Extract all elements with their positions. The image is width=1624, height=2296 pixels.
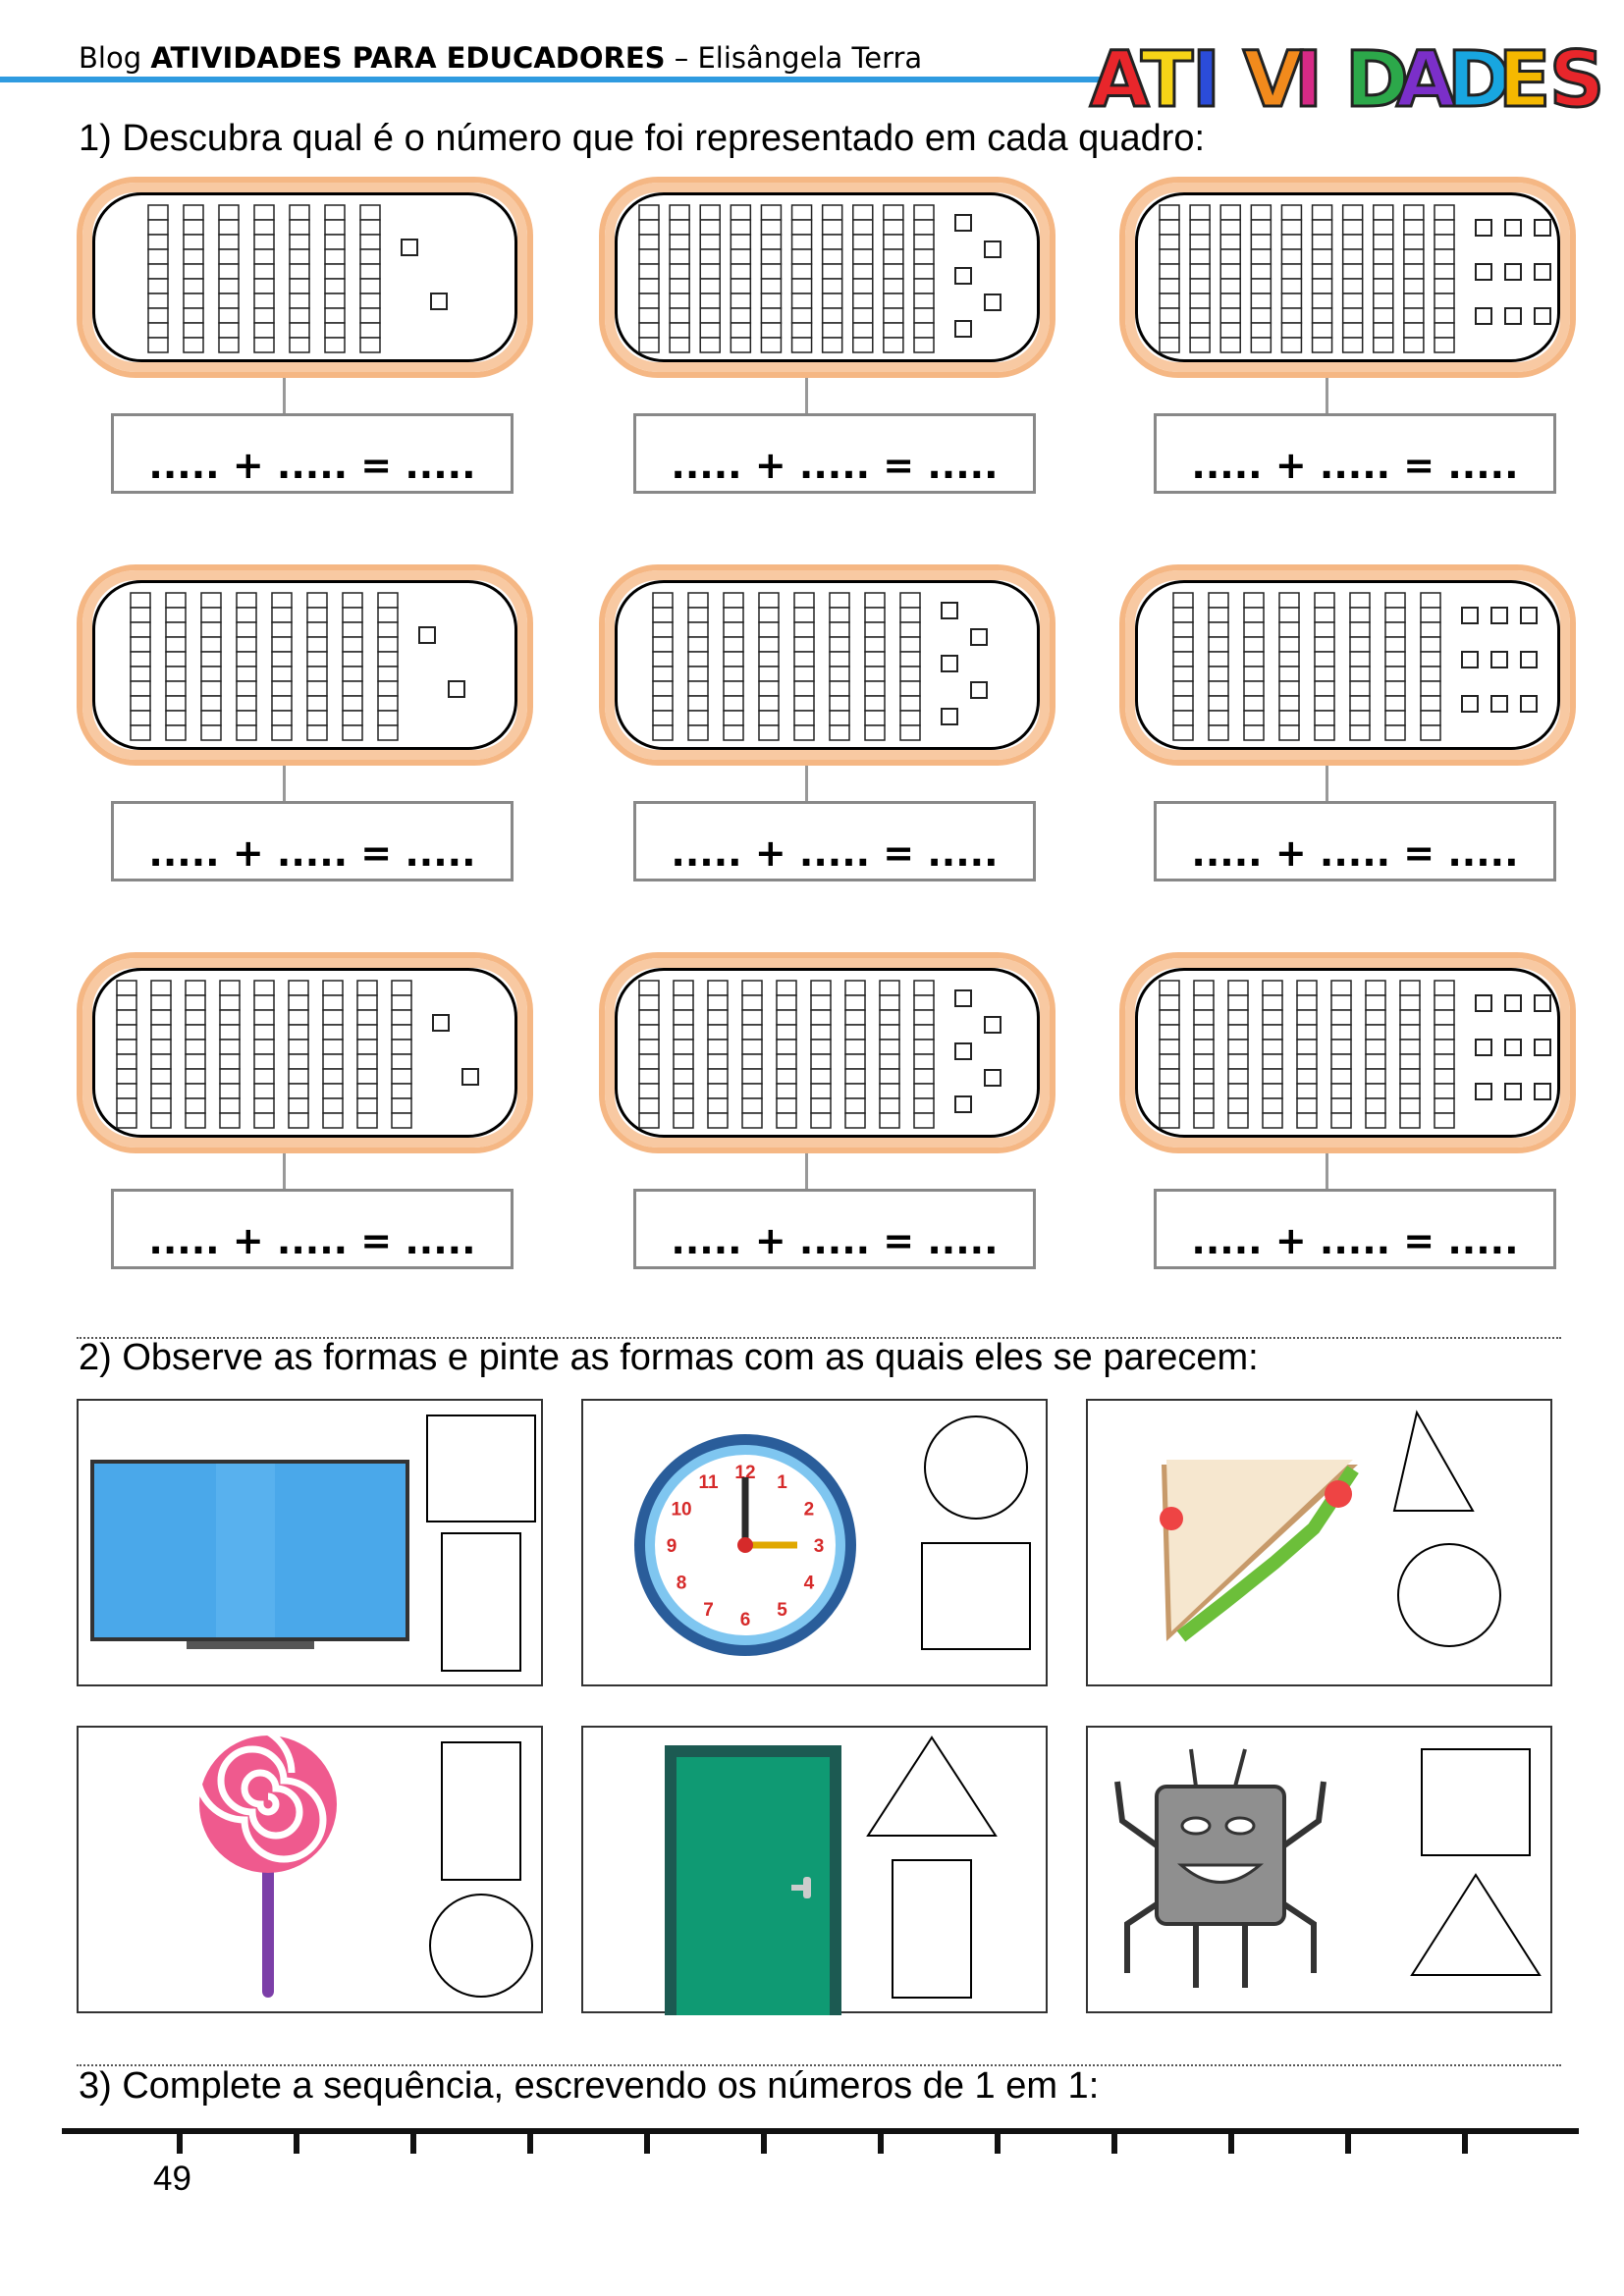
ten-rod xyxy=(357,981,377,1128)
shape-item-sandwich xyxy=(1086,1399,1552,1686)
ten-rod xyxy=(1331,981,1351,1128)
number-line-tick xyxy=(177,2128,183,2154)
robot-icon xyxy=(1088,1728,1554,2015)
ten-rod xyxy=(1194,981,1214,1128)
base-ten-panel xyxy=(1119,177,1576,378)
unit-cube xyxy=(1462,652,1478,667)
unit-cube xyxy=(955,268,971,284)
door-icon xyxy=(583,1728,1050,2015)
square-shape xyxy=(1422,1749,1530,1855)
ten-rod xyxy=(914,205,934,352)
ten-rod xyxy=(151,981,171,1128)
blog-prefix: Blog xyxy=(79,41,142,75)
base-ten-panel xyxy=(599,952,1056,1153)
shape-item-door xyxy=(581,1726,1048,2013)
ten-rod xyxy=(323,981,343,1128)
ten-rod xyxy=(853,205,873,352)
unit-cube xyxy=(955,990,971,1006)
shape-item-robot xyxy=(1086,1726,1552,2013)
ten-rod xyxy=(220,981,240,1128)
ten-rod xyxy=(219,205,239,352)
ten-rod xyxy=(1173,593,1193,740)
base-ten-blocks xyxy=(620,578,1032,750)
equation-answer-box[interactable]: ..... + ..... = ..... xyxy=(633,1189,1036,1269)
base-ten-blocks xyxy=(97,190,510,362)
unit-cube xyxy=(942,603,957,618)
question-3-title: 3) Complete a sequência, escrevendo os números de 1 em 1: xyxy=(79,2065,1100,2107)
unit-cube xyxy=(1535,1084,1550,1099)
ten-rod xyxy=(670,205,689,352)
unit-cube xyxy=(1476,1040,1491,1055)
unit-cube xyxy=(1535,220,1550,236)
ten-rod xyxy=(392,981,411,1128)
ten-rod xyxy=(148,205,168,352)
ten-rod xyxy=(186,981,205,1128)
ten-rod xyxy=(201,593,221,740)
ten-rod xyxy=(1313,205,1332,352)
logo-letter: S xyxy=(1549,36,1605,125)
clock-number: 5 xyxy=(777,1599,787,1621)
unit-cube xyxy=(1521,652,1537,667)
rectangle-shape xyxy=(442,1742,520,1880)
ten-rod xyxy=(700,205,720,352)
ten-rod xyxy=(742,981,762,1128)
triangle-shape xyxy=(868,1737,996,1836)
ten-rod xyxy=(1279,593,1299,740)
clock-number: 4 xyxy=(803,1573,815,1594)
unit-cube xyxy=(942,656,957,671)
ten-rod xyxy=(1366,981,1385,1128)
unit-cube xyxy=(1476,308,1491,324)
clock-number: 1 xyxy=(777,1472,787,1494)
base-ten-panel xyxy=(599,564,1056,766)
square-shape xyxy=(427,1415,535,1522)
square-shape xyxy=(922,1543,1030,1649)
unit-cube xyxy=(1476,264,1491,280)
ten-rod xyxy=(1160,981,1179,1128)
logo-letter: A xyxy=(1396,36,1456,125)
tv-icon xyxy=(79,1401,545,1688)
ten-rod xyxy=(1385,593,1405,740)
base-ten-blocks xyxy=(1140,966,1552,1138)
connector-line xyxy=(283,378,286,413)
unit-cube xyxy=(431,294,447,309)
logo-letter: V xyxy=(1243,36,1303,125)
header-blog-line xyxy=(79,41,922,75)
shape-item-clock xyxy=(581,1399,1048,1686)
connector-line xyxy=(1326,378,1328,413)
unit-cube xyxy=(955,1043,971,1059)
unit-cube xyxy=(1476,995,1491,1011)
blog-name: ATIVIDADES PARA EDUCADORES xyxy=(150,41,666,75)
unit-cube xyxy=(402,240,417,255)
clock-number: 7 xyxy=(703,1599,714,1621)
ten-rod xyxy=(184,205,203,352)
rectangle-shape xyxy=(442,1533,520,1671)
circle-shape xyxy=(1398,1544,1500,1646)
clock-number: 9 xyxy=(666,1536,677,1557)
unit-cube xyxy=(985,1017,1001,1033)
ten-rod xyxy=(811,981,831,1128)
logo-letter: D xyxy=(1345,36,1409,125)
ten-rod xyxy=(639,981,659,1128)
base-ten-panel xyxy=(599,177,1056,378)
triangle-shape xyxy=(1412,1875,1540,1975)
logo-letter: I xyxy=(1294,36,1324,125)
ten-rod xyxy=(1404,205,1424,352)
ten-rod xyxy=(272,593,292,740)
logo-letter: A xyxy=(1090,36,1150,125)
ten-rod xyxy=(1315,593,1334,740)
ten-rod xyxy=(1263,981,1282,1128)
number-line-tick xyxy=(761,2128,767,2154)
sandwich-icon xyxy=(1088,1401,1554,1688)
circle-shape xyxy=(925,1416,1027,1519)
ten-rod xyxy=(166,593,186,740)
unit-cube xyxy=(1491,696,1507,712)
base-ten-panel xyxy=(1119,564,1576,766)
unit-cube xyxy=(1535,308,1550,324)
connector-line xyxy=(1326,766,1328,801)
equation-answer-box[interactable]: ..... + ..... = ..... xyxy=(1154,413,1556,494)
ten-rod xyxy=(823,205,842,352)
base-ten-panel xyxy=(77,952,533,1153)
base-ten-blocks xyxy=(1140,190,1552,362)
unit-cube xyxy=(1476,220,1491,236)
number-line-tick xyxy=(410,2128,416,2154)
unit-cube xyxy=(1535,1040,1550,1055)
question-2-title: 2) Observe as formas e pinte as formas com as quais eles se parecem: xyxy=(79,1337,1259,1378)
base-ten-panel xyxy=(77,177,533,378)
base-ten-blocks xyxy=(97,578,510,750)
ten-rod xyxy=(1228,981,1248,1128)
base-ten-blocks xyxy=(620,966,1032,1138)
shape-item-tv xyxy=(77,1399,543,1686)
ten-rod xyxy=(792,205,812,352)
number-line-tick xyxy=(1462,2128,1468,2154)
unit-cube xyxy=(433,1015,449,1031)
unit-cube xyxy=(1505,308,1521,324)
author-name: – Elisângela Terra xyxy=(674,41,923,75)
ten-rod xyxy=(1251,205,1271,352)
logo-letter: I xyxy=(1192,36,1221,125)
unit-cube xyxy=(1491,652,1507,667)
ten-rod xyxy=(1343,205,1363,352)
number-line-tick xyxy=(1111,2128,1117,2154)
unit-cube xyxy=(955,321,971,337)
ten-rod xyxy=(117,981,136,1128)
equation-answer-box[interactable]: ..... + ..... = ..... xyxy=(633,413,1036,494)
triangle-shape xyxy=(1394,1413,1473,1511)
clock-number: 12 xyxy=(734,1463,756,1483)
number-line-tick xyxy=(1228,2128,1234,2154)
equation-answer-box[interactable]: ..... + ..... = ..... xyxy=(111,1189,514,1269)
unit-cube xyxy=(462,1069,478,1085)
ten-rod xyxy=(1374,205,1393,352)
ten-rod xyxy=(884,205,903,352)
unit-cube xyxy=(1521,608,1537,623)
ten-rod xyxy=(325,205,345,352)
equation-answer-box[interactable]: ..... + ..... = ..... xyxy=(1154,801,1556,881)
ten-rod xyxy=(1190,205,1210,352)
clock-number: 11 xyxy=(698,1472,719,1494)
clock-number: 8 xyxy=(676,1573,687,1594)
number-line-tick xyxy=(878,2128,884,2154)
ten-rod xyxy=(1244,593,1264,740)
unit-cube xyxy=(971,629,987,645)
ten-rod xyxy=(761,205,781,352)
unit-cube xyxy=(942,709,957,724)
number-line-tick xyxy=(527,2128,533,2154)
number-line-tick xyxy=(995,2128,1001,2154)
ten-rod xyxy=(674,981,693,1128)
ten-rod xyxy=(1421,593,1440,740)
ten-rod xyxy=(254,205,274,352)
logo-letter: D xyxy=(1447,36,1511,125)
question-1-title: 1) Descubra qual é o número que foi representado em cada quadro: xyxy=(79,118,1206,159)
ten-rod xyxy=(1400,981,1420,1128)
ten-rod xyxy=(914,981,934,1128)
ten-rod xyxy=(1209,593,1228,740)
ten-rod xyxy=(653,593,673,740)
ten-rod xyxy=(1435,205,1454,352)
ten-rod xyxy=(254,981,274,1128)
unit-cube xyxy=(1505,264,1521,280)
ten-rod xyxy=(865,593,885,740)
unit-cube xyxy=(1505,1040,1521,1055)
clock-number: 3 xyxy=(813,1536,825,1557)
ten-rod xyxy=(378,593,398,740)
ten-rod xyxy=(289,981,308,1128)
unit-cube xyxy=(971,682,987,698)
equation-answer-box[interactable]: ..... + ..... = ..... xyxy=(1154,1189,1556,1269)
ten-rod xyxy=(639,205,659,352)
clock-number: 6 xyxy=(739,1610,751,1630)
clock-number: 2 xyxy=(803,1499,815,1521)
unit-cube xyxy=(985,241,1001,257)
unit-cube xyxy=(419,627,435,643)
equation-answer-box[interactable]: ..... + ..... = ..... xyxy=(111,801,514,881)
ten-rod xyxy=(1435,981,1454,1128)
ten-rod xyxy=(759,593,779,740)
ten-rod xyxy=(1160,205,1179,352)
base-ten-panel xyxy=(77,564,533,766)
unit-cube xyxy=(1505,220,1521,236)
equation-answer-box[interactable]: ..... + ..... = ..... xyxy=(633,801,1036,881)
sequence-start-number: 49 xyxy=(153,2160,191,2198)
ten-rod xyxy=(688,593,708,740)
unit-cube xyxy=(1521,696,1537,712)
rectangle-shape xyxy=(893,1860,971,1998)
ten-rod xyxy=(343,593,362,740)
shape-item-lollipop xyxy=(77,1726,543,2013)
header-rule xyxy=(0,77,1100,82)
logo-letter: T xyxy=(1141,36,1194,125)
ten-rod xyxy=(1220,205,1240,352)
ten-rod xyxy=(880,981,899,1128)
ten-rod xyxy=(131,593,150,740)
unit-cube xyxy=(1462,608,1478,623)
ten-rod xyxy=(1350,593,1370,740)
connector-line xyxy=(283,1153,286,1189)
unit-cube xyxy=(1535,264,1550,280)
connector-line xyxy=(283,766,286,801)
equation-answer-box[interactable]: ..... + ..... = ..... xyxy=(111,413,514,494)
number-line-tick xyxy=(294,2128,299,2154)
unit-cube xyxy=(1462,696,1478,712)
unit-cube xyxy=(449,681,464,697)
ten-rod xyxy=(1281,205,1301,352)
base-ten-blocks xyxy=(620,190,1032,362)
unit-cube xyxy=(1505,995,1521,1011)
connector-line xyxy=(805,766,808,801)
number-line-tick xyxy=(1345,2128,1351,2154)
connector-line xyxy=(805,1153,808,1189)
ten-rod xyxy=(290,205,309,352)
ten-rod xyxy=(360,205,380,352)
ten-rod xyxy=(731,205,750,352)
ten-rod xyxy=(900,593,920,740)
ten-rod xyxy=(1297,981,1317,1128)
unit-cube xyxy=(1476,1084,1491,1099)
lollipop-icon xyxy=(79,1728,545,2015)
unit-cube xyxy=(985,1070,1001,1086)
base-ten-blocks xyxy=(1140,578,1552,750)
ten-rod xyxy=(794,593,814,740)
base-ten-panel xyxy=(1119,952,1576,1153)
unit-cube xyxy=(1491,608,1507,623)
circle-shape xyxy=(430,1895,532,1997)
ten-rod xyxy=(237,593,256,740)
base-ten-blocks xyxy=(97,966,510,1138)
ten-rod xyxy=(724,593,743,740)
atividades-logo xyxy=(1080,27,1610,126)
unit-cube xyxy=(955,215,971,231)
number-line-tick xyxy=(644,2128,650,2154)
connector-line xyxy=(1326,1153,1328,1189)
connector-line xyxy=(805,378,808,413)
ten-rod xyxy=(845,981,865,1128)
unit-cube xyxy=(985,294,1001,310)
clock-number: 10 xyxy=(671,1499,692,1521)
unit-cube xyxy=(955,1096,971,1112)
number-line xyxy=(62,2128,1579,2134)
ten-rod xyxy=(708,981,728,1128)
ten-rod xyxy=(777,981,796,1128)
ten-rod xyxy=(830,593,849,740)
ten-rod xyxy=(307,593,327,740)
clock-icon xyxy=(583,1401,1050,1688)
unit-cube xyxy=(1505,1084,1521,1099)
logo-letter: E xyxy=(1498,36,1551,125)
unit-cube xyxy=(1535,995,1550,1011)
